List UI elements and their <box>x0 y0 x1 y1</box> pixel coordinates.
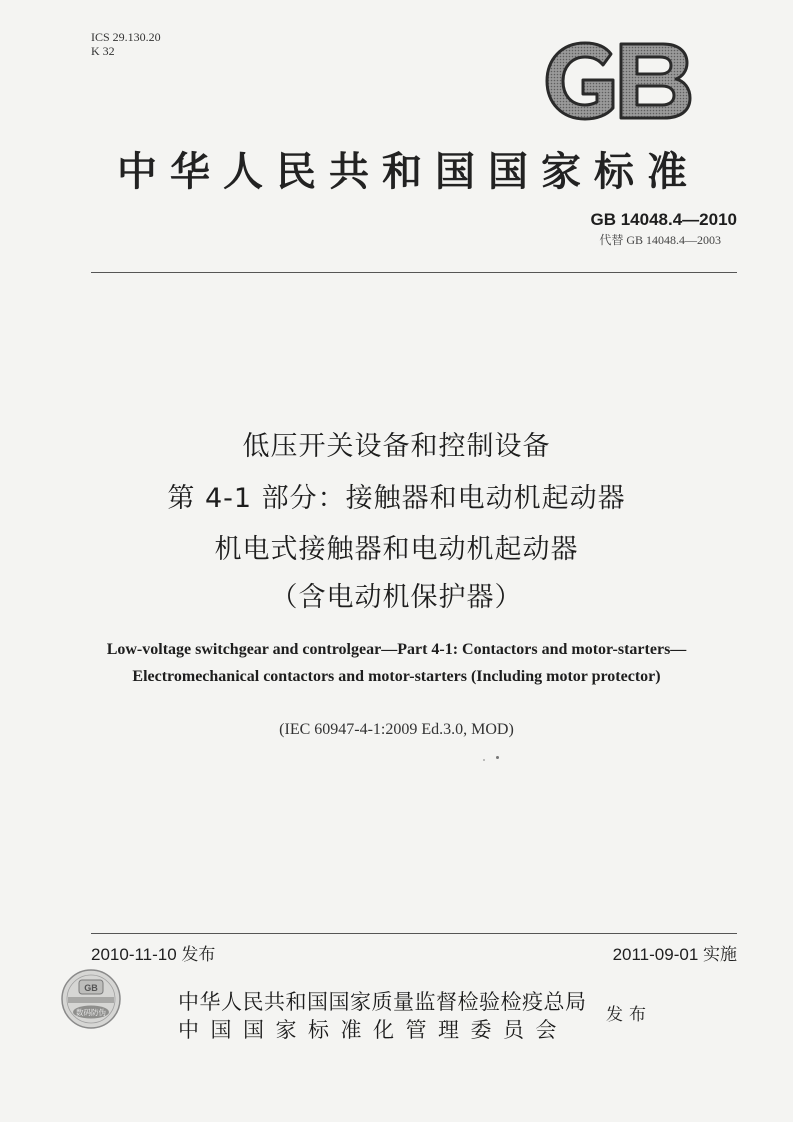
gb-logo-icon <box>541 40 693 122</box>
anti-counterfeit-seal-icon <box>60 968 122 1030</box>
classification-code: K 32 <box>91 44 115 58</box>
publisher-sac: 中国国家标准化管理委员会 <box>178 1018 568 1042</box>
english-title-line-2: Electromechanical contactors and motor-starters (Including motor protector) <box>132 668 661 685</box>
chinese-title-line-2: 第 4-1 部分：接触器和电动机起动器 <box>167 483 626 514</box>
publisher-aqsiq: 中华人民共和国国家质量监督检验检疫总局 <box>178 990 587 1014</box>
national-standard-title: 中华人民共和国国家标准 <box>117 148 700 195</box>
english-title-line-1: Low-voltage switchgear and controlgear—Part 4-1: Contactors and motor-starters— <box>106 641 687 658</box>
anti-counterfeit-label: 数码防伪 <box>76 1008 106 1017</box>
chinese-title-line-4: （含电动机保护器） <box>270 582 523 613</box>
svg-text:GB: GB <box>84 983 98 993</box>
replaces-standard: 代替 GB 14048.4—2003 <box>599 233 721 247</box>
scan-speck <box>496 756 499 759</box>
standard-number: GB 14048.4—2010 <box>590 210 737 229</box>
implementation-date: 2011-09-01 实施 <box>612 945 737 964</box>
issue-date: 2010-11-10 发布 <box>91 945 216 964</box>
chinese-title-line-1: 低压开关设备和控制设备 <box>242 431 551 462</box>
ics-code: ICS 29.130.20 <box>91 30 161 44</box>
chinese-title-line-3: 机电式接触器和电动机起动器 <box>214 534 579 565</box>
iec-reference: (IEC 60947-4-1:2009 Ed.3.0, MOD) <box>279 721 514 738</box>
header-divider <box>91 272 737 273</box>
scan-speck <box>483 759 485 761</box>
publish-label: 发布 <box>606 1005 652 1025</box>
footer-divider <box>91 933 737 934</box>
